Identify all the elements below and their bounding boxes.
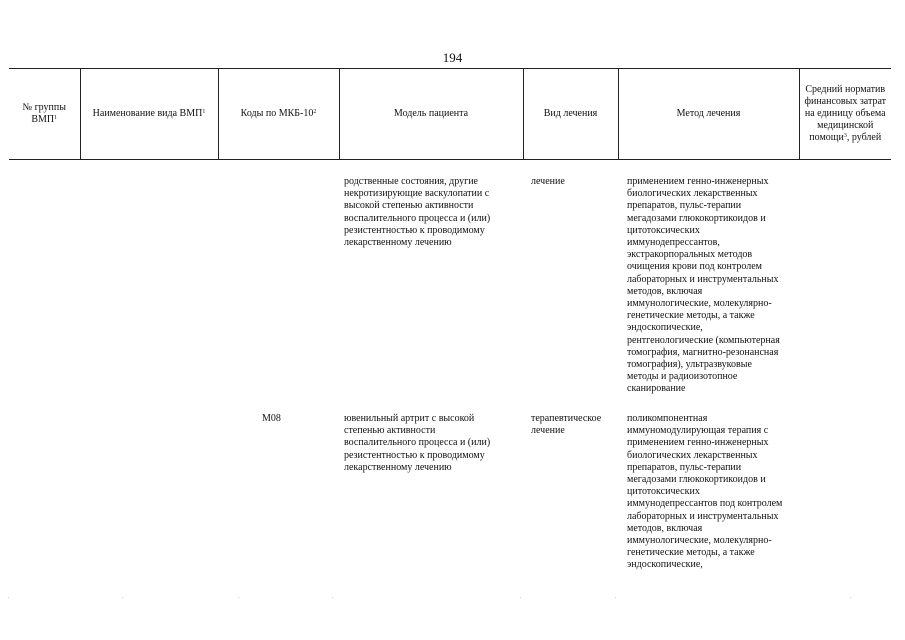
- header-patient-model: Модель пациента: [339, 69, 523, 160]
- header-treatment-type: Вид лечения: [523, 69, 618, 160]
- scan-artifact-dots: . . . . . . .: [8, 594, 852, 600]
- header-cost-standard: Средний норматив финансовых затрат на единицу объема медицинской помощи$^3$, рублей: [799, 69, 891, 160]
- header-vmp-name: Наименование вида ВМП$^1$: [80, 69, 218, 160]
- header-treatment-method: Метод лечения: [618, 69, 799, 160]
- row2-treatment-method: поликомпонентная иммуномодулирующая терапия с применением генно-инженерных биологических лекарственных препаратов, пульс-терапии мегадозами глюкокортикоидов и цитотоксических иммунодепрессантов под контролем лабораторных и инструментальных методов, включая иммунологические, молекулярно- генетические методы, а также эндоскопические,: [627, 413, 783, 571]
- row1-treatment-method: применением генно-инженерных биологических лекарственных препаратов, пульс-терапии мегадозами глюкокортикоидов и цитотоксических иммунодепрессантов, экстракорпоральных методов очищения крови под контролем лабораторных и инструментальных методов, включая иммунологические, молекулярно- генетические методы, а также эндоскопические, рентгенологические (компьютерная томография, магнитно-резонансная томография), ультразвуковые методы и радиоизотопное сканирование: [627, 176, 780, 395]
- row2-patient-model: ювенильный артрит с высокой степенью активности воспалительного процесса и (или) резистентностью к проводимому лекарственному лечению: [344, 413, 491, 473]
- header-group-number: № группы ВМП$^1$: [9, 69, 80, 160]
- row1-treatment-type: лечение: [531, 176, 565, 187]
- page-number: 194: [442, 50, 463, 65]
- header-icd-codes: Коды по МКБ-$10^2$: [218, 69, 339, 160]
- table-header: [9, 68, 891, 160]
- row2-treatment-type: терапевтическое лечение: [531, 413, 602, 437]
- row2-icd-code: М08: [262, 413, 281, 424]
- row1-patient-model: родственные состояния, другие некротизирующие васкулопатии с высокой степенью активности воспалительного процесса и (или) резистентностью к проводимому лекарственному лечению: [344, 176, 491, 249]
